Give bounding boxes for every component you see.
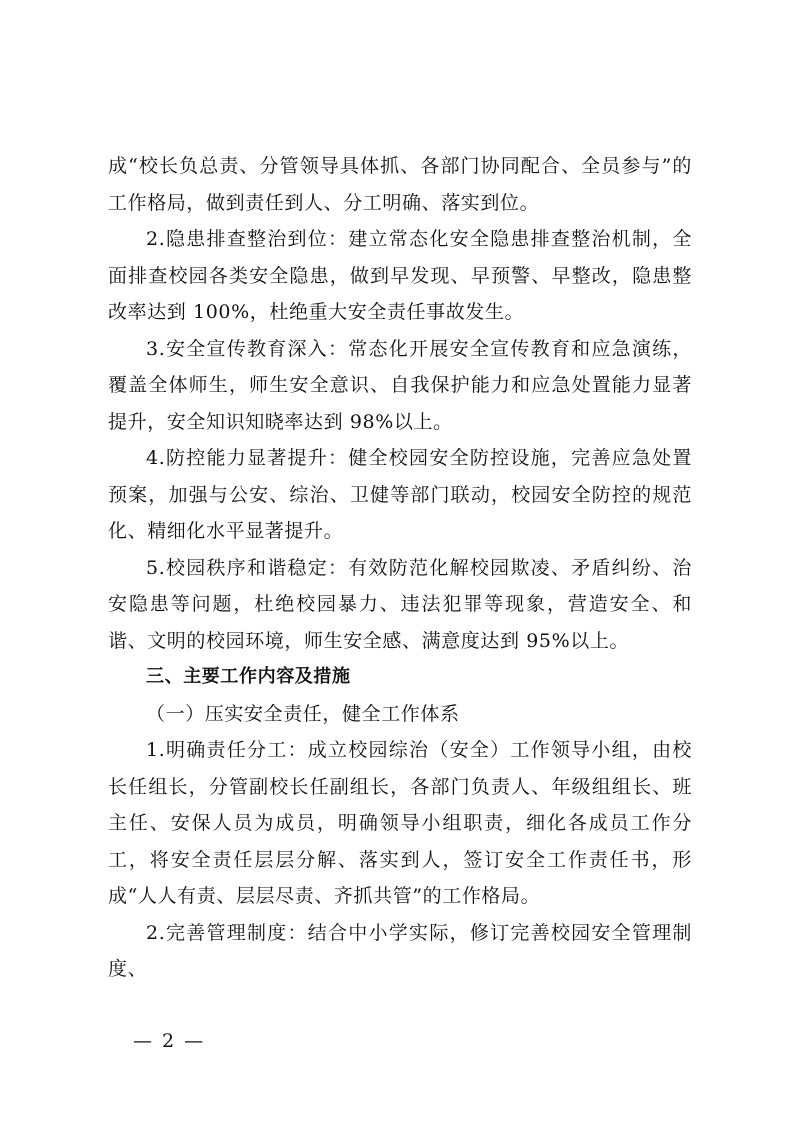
paragraph-item-1-responsibility: 1.明确责任分工：成立校园综治（安全）工作领导小组，由校长任组长，分管副校长任副组长，各部门负责人、年级组组长、班主任、安保人员为成员，明确领导小组职责，细化各成员工作分工，将安全责任层层分解、落实到人，签订安全工作责任书，形成“人人有责、层层尽责、齐抓共管”的工作格局。 xyxy=(108,739,692,907)
page-number: — 2 — xyxy=(133,1030,206,1052)
paragraph-item-5: 5.校园秩序和谐稳定：有效防范化解校园欺凌、矛盾纠纷、治安隐患等问题，杜绝校园暴力、违法犯罪等现象，营造安全、和谐、文明的校园环境，师生安全感、满意度达到 95%以上。 xyxy=(108,556,692,652)
paragraph-continuation: 成“校长负总责、分管领导具体抓、各部门协同配合、全员参与”的工作格局，做到责任到人、分工明确、落实到位。 xyxy=(108,155,692,214)
paragraph-item-2-management: 2.完善管理制度：结合中小学实际，修订完善校园安全管理制度、 xyxy=(108,921,692,980)
paragraph-item-3: 3.安全宣传教育深入：常态化开展安全宣传教育和应急演练，覆盖全体师生，师生安全意识、自我保护能力和应急处置能力显著提升，安全知识知晓率达到 98%以上。 xyxy=(108,337,692,433)
subsection-heading: （一）压实安全责任，健全工作体系 xyxy=(146,702,460,725)
section-heading: 三、主要工作内容及措施 xyxy=(146,666,351,687)
paragraph-item-4: 4.防控能力显著提升：健全校园安全防控设施，完善应急处置预案，加强与公安、综治、卫健等部门联动，校园安全防控的规范化、精细化水平显著提升。 xyxy=(108,447,692,542)
paragraph-item-2: 2.隐患排查整治到位：建立常态化安全隐患排查整治机制，全面排查校园各类安全隐患，做到早发现、早预警、早整改，隐患整改率达到 100%，杜绝重大安全责任事故发生。 xyxy=(108,228,692,323)
document-body xyxy=(108,148,692,988)
